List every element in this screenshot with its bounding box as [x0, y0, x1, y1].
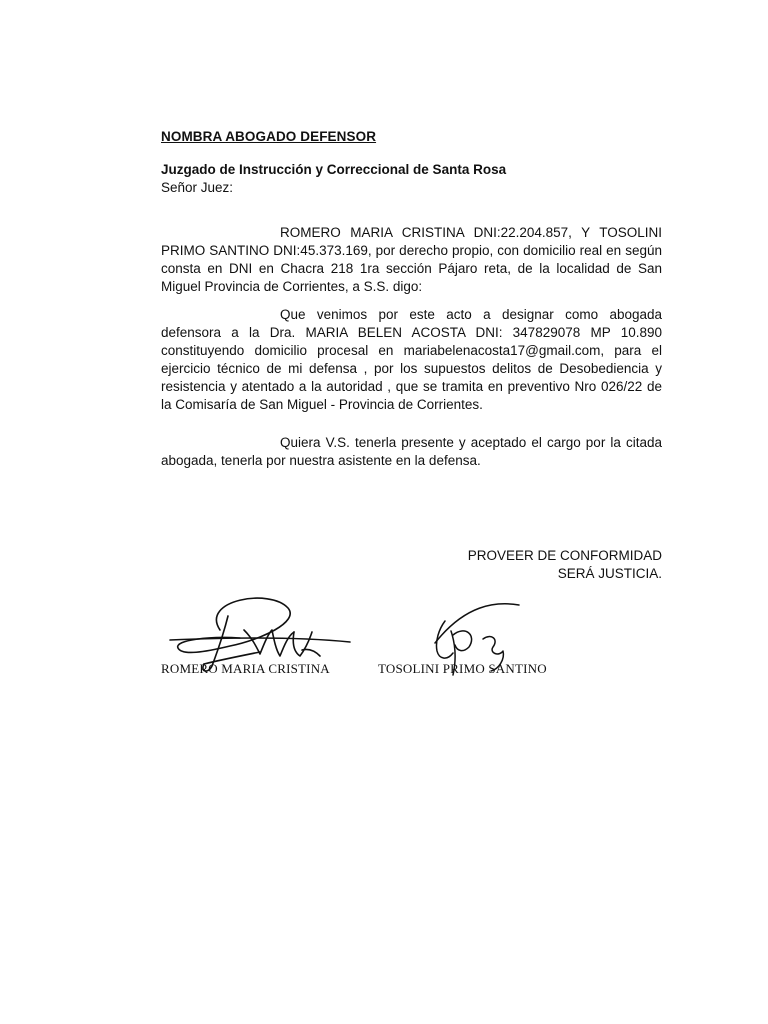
document-title: NOMBRA ABOGADO DEFENSOR: [161, 129, 377, 144]
paragraph-request-text: Quiera V.S. tenerla presente y aceptado el cargo por la citada abogada, tenerla por nuestra asistente en la defensa.: [161, 435, 662, 468]
signature-name-tosolini: TOSOLINI PRIMO SANTINO: [378, 661, 547, 676]
paragraph-designation-text: Que venimos por este acto a designar como abogada defensora a la Dra. MARIA BELEN ACOSTA DNI: 347829078 MP 10.890 constituyendo domicilio procesal en mariabelenacosta17@gmail.com, para el ejercicio técnico de mi defensa , por los supuestos delitos de Desobediencia y resistencia y atentado a la autoridad , que se tramita en preventivo Nro 026/22 de la Comisaría de San Miguel - Provincia de Corrientes.: [161, 307, 662, 412]
paragraph-parties: [161, 224, 662, 296]
salutation: Señor Juez:: [161, 180, 234, 195]
paragraph-parties-text: ROMERO MARIA CRISTINA DNI:22.204.857, Y TOSOLINI PRIMO SANTINO DNI:45.373.169, por derecho propio, con domicilio real en según consta en DNI en Chacra 218 1ra sección Pájaro reta, de la localidad de San Miguel Provincia de Corrientes, a S.S. digo:: [161, 225, 662, 294]
paragraph-request: [161, 434, 662, 470]
closing-line-2: SERÁ JUSTICIA.: [557, 566, 662, 581]
court-name: Juzgado de Instrucción y Correccional de Santa Rosa: [161, 162, 507, 177]
closing-line-1: PROVEER DE CONFORMIDAD: [467, 548, 662, 563]
signature-name-romero: ROMERO MARIA CRISTINA: [161, 661, 330, 676]
paragraph-designation: [161, 306, 662, 414]
